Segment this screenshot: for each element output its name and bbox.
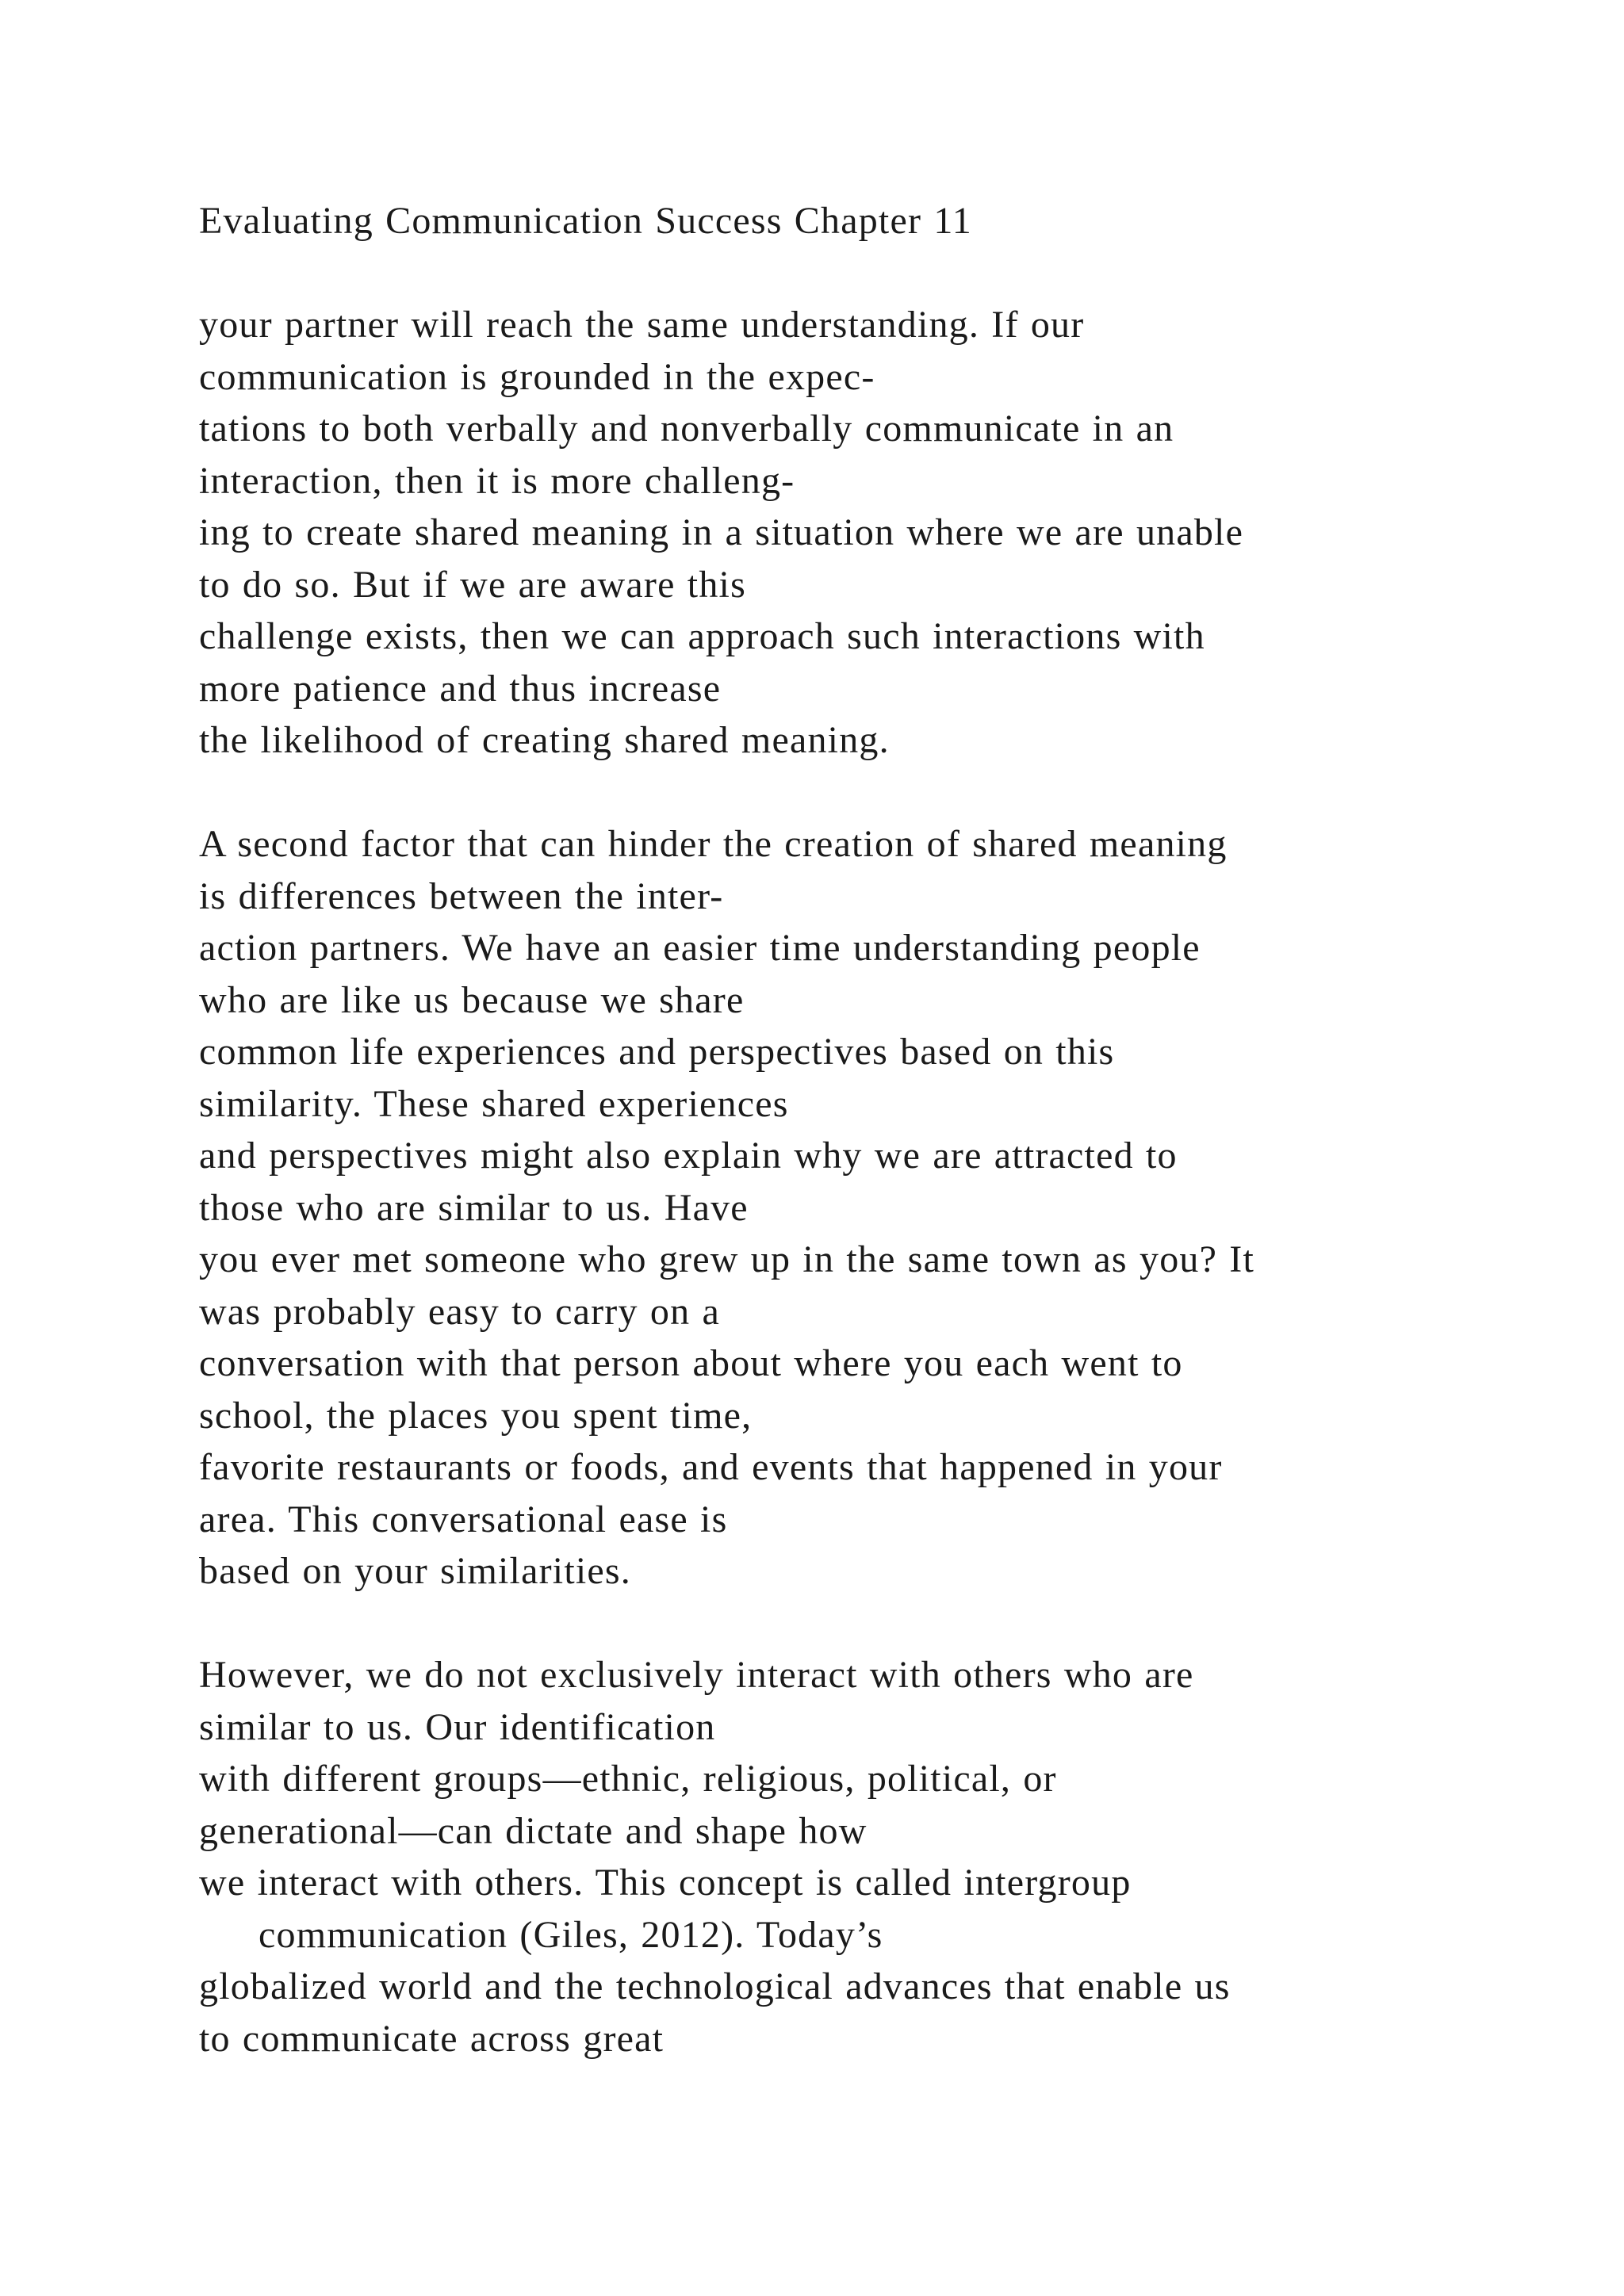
text-line: globalized world and the technological advances that enable us xyxy=(199,1965,1231,2007)
text-line: common life experiences and perspectives based on this xyxy=(199,1031,1115,1073)
text-line: school, the places you spent time, xyxy=(199,1394,753,1437)
paragraph-3 xyxy=(199,1649,1563,2064)
text-line: challenge exists, then we can approach such interactions with xyxy=(199,615,1205,657)
text-line: favorite restaurants or foods, and events that happened in your xyxy=(199,1446,1223,1488)
document-body xyxy=(199,195,1563,2064)
text-line: A second factor that can hinder the creation of shared meaning xyxy=(199,823,1228,865)
text-line: who are like us because we share xyxy=(199,978,745,1021)
text-line: more patience and thus increase xyxy=(199,667,722,710)
paragraph-gap xyxy=(199,1598,1563,1650)
text-line: and perspectives might also explain why we are attracted to xyxy=(199,1135,1178,1177)
text-line: similarity. These shared experiences xyxy=(199,1082,789,1125)
paragraph-1 xyxy=(199,299,1563,767)
text-line: the likelihood of creating shared meaning. xyxy=(199,719,890,761)
text-line: However, we do not exclusively interact with others who are xyxy=(199,1654,1194,1696)
text-line: those who are similar to us. Have xyxy=(199,1186,749,1229)
text-line: to do so. But if we are aware this xyxy=(199,563,746,606)
text-line: with different groups—ethnic, religious, political, or xyxy=(199,1758,1057,1800)
text-line: your partner will reach the same understanding. If our xyxy=(199,304,1085,346)
text-line: interaction, then it is more challeng- xyxy=(199,459,795,502)
text-line: tations to both verbally and nonverbally communicate in an xyxy=(199,408,1174,450)
paragraph-gap xyxy=(199,247,1563,300)
text-line: communication (Giles, 2012). Today’s xyxy=(259,1913,883,1956)
text-line: communication is grounded in the expec- xyxy=(199,355,875,398)
text-line: action partners. We have an easier time understanding people xyxy=(199,927,1201,969)
text-line: we interact with others. This concept is called intergroup xyxy=(199,1862,1132,1904)
text-line: ing to create shared meaning in a situation where we are unable xyxy=(199,511,1244,553)
text-line: is differences between the inter- xyxy=(199,874,724,917)
paragraph-2 xyxy=(199,818,1563,1598)
text-line: was probably easy to carry on a xyxy=(199,1290,720,1333)
paragraph-gap xyxy=(199,767,1563,819)
text-line: conversation with that person about where you each went to xyxy=(199,1342,1183,1384)
text-line: similar to us. Our identification xyxy=(199,1705,716,1748)
text-line: you ever met someone who grew up in the same town as you? It xyxy=(199,1238,1255,1280)
text-line: to communicate across great xyxy=(199,2017,665,2060)
text-line: based on your similarities. xyxy=(199,1550,631,1592)
text-line: area. This conversational ease is xyxy=(199,1498,728,1540)
document-title: Evaluating Communication Success Chapter 11 xyxy=(199,200,972,242)
text-line: generational—can dictate and shape how xyxy=(199,1809,868,1852)
